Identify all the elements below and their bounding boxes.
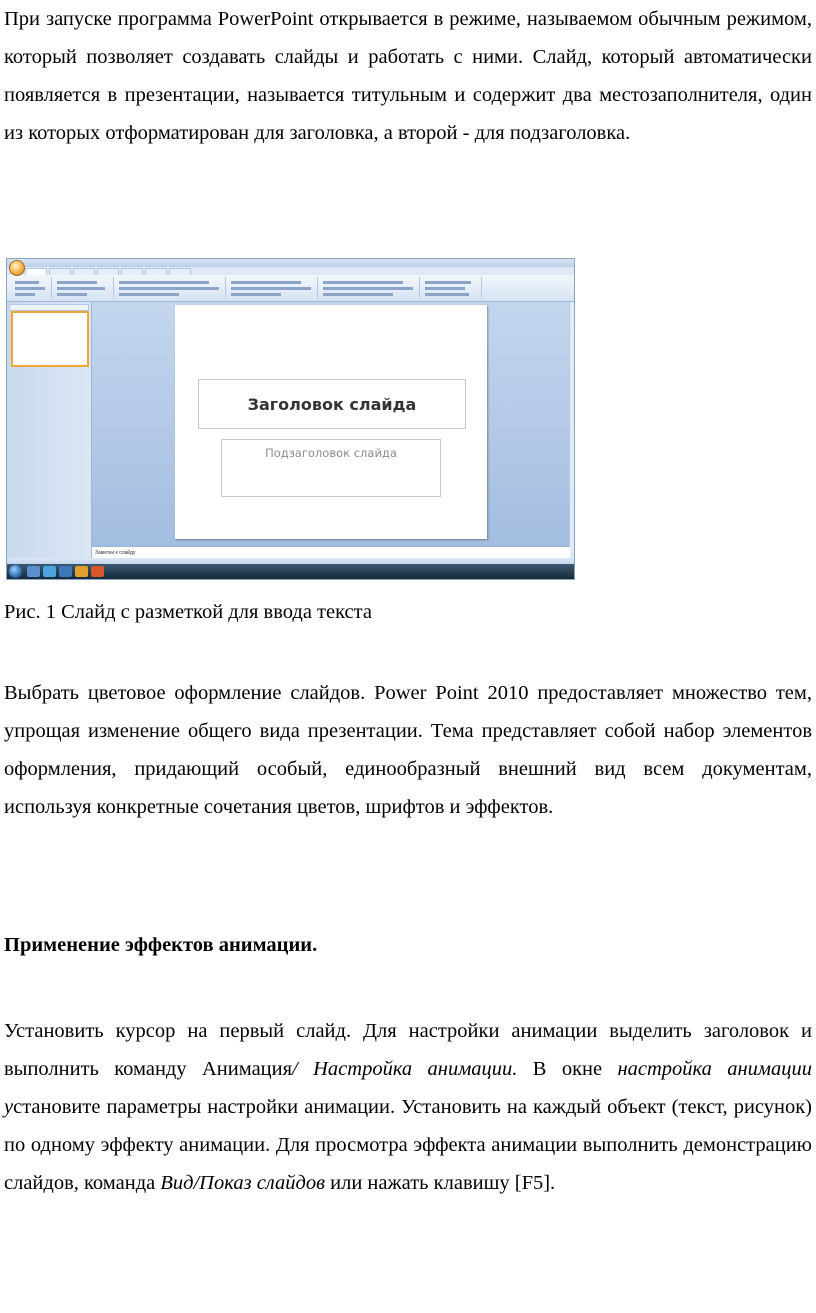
start-button-icon bbox=[9, 565, 22, 578]
subtitle-placeholder: Подзаголовок слайда bbox=[221, 439, 441, 497]
system-tray bbox=[544, 567, 570, 576]
animation-paragraph bbox=[4, 1012, 812, 1202]
office-button-icon bbox=[9, 260, 25, 276]
title-placeholder: Заголовок слайда bbox=[198, 379, 466, 429]
slides-outline-tabs bbox=[9, 304, 89, 311]
figure-caption: Рис. 1 Слайд с разметкой для ввода текста bbox=[4, 601, 372, 623]
text-run: становите параметры настройки анимации. Установить на каждый объект (текст, рисунок) по одному эффекту анимации. Для просмотра эффекта анимации выполнить демонстрацию слайдов, команда bbox=[4, 1096, 812, 1194]
media-icon bbox=[59, 566, 72, 577]
ribbon bbox=[7, 275, 574, 302]
explorer-icon bbox=[27, 566, 40, 577]
folder-icon bbox=[75, 566, 88, 577]
text-run-italic: / Настройка анимации. bbox=[292, 1058, 518, 1080]
text-run: Установить курсор на первый слайд. Для настройки анимации выделить заголовок и выполнить команду Анимация bbox=[4, 1020, 812, 1080]
powerpoint-screenshot bbox=[6, 258, 575, 580]
slide-canvas bbox=[175, 305, 487, 539]
notes-pane: Заметки к слайду bbox=[92, 546, 570, 558]
browser-icon bbox=[43, 566, 56, 577]
text-run: В окне bbox=[517, 1058, 618, 1080]
text-run: или нажать клавишу [F5]. bbox=[325, 1172, 556, 1194]
powerpoint-icon bbox=[91, 566, 104, 577]
text-run-italic: Вид/Показ слайдов bbox=[160, 1172, 325, 1194]
window-titlebar bbox=[7, 259, 574, 267]
slides-panel bbox=[7, 302, 92, 558]
slide-thumbnail bbox=[11, 311, 89, 367]
intro-paragraph: При запуске программа PowerPoint открывается в режиме, называемом обычным режимом, который позволяет создавать слайды и работать с ними. Слайд, который автоматически появляется в презентации, называется титульным и содержит два местозаполнителя, один из которых отформатирован для заголовка, а второй - для подзаголовка. bbox=[4, 8, 812, 144]
section-heading: Применение эффектов анимации. bbox=[4, 934, 318, 956]
vertical-scrollbar bbox=[569, 302, 575, 546]
theme-paragraph: Выбрать цветовое оформление слайдов. Power Point 2010 предоставляет множество тем, упрощая изменение общего вида презентации. Тема представляет собой набор элементов оформления, придающий особый, единообразный внешний вид всем документам, используя конкретные сочетания цветов, шрифтов и эффектов. bbox=[4, 682, 812, 818]
windows-taskbar bbox=[7, 564, 574, 579]
slide-editor bbox=[92, 302, 574, 546]
ribbon-tabs bbox=[25, 268, 191, 275]
text-run-italic: настройка анимации у bbox=[4, 1058, 813, 1118]
